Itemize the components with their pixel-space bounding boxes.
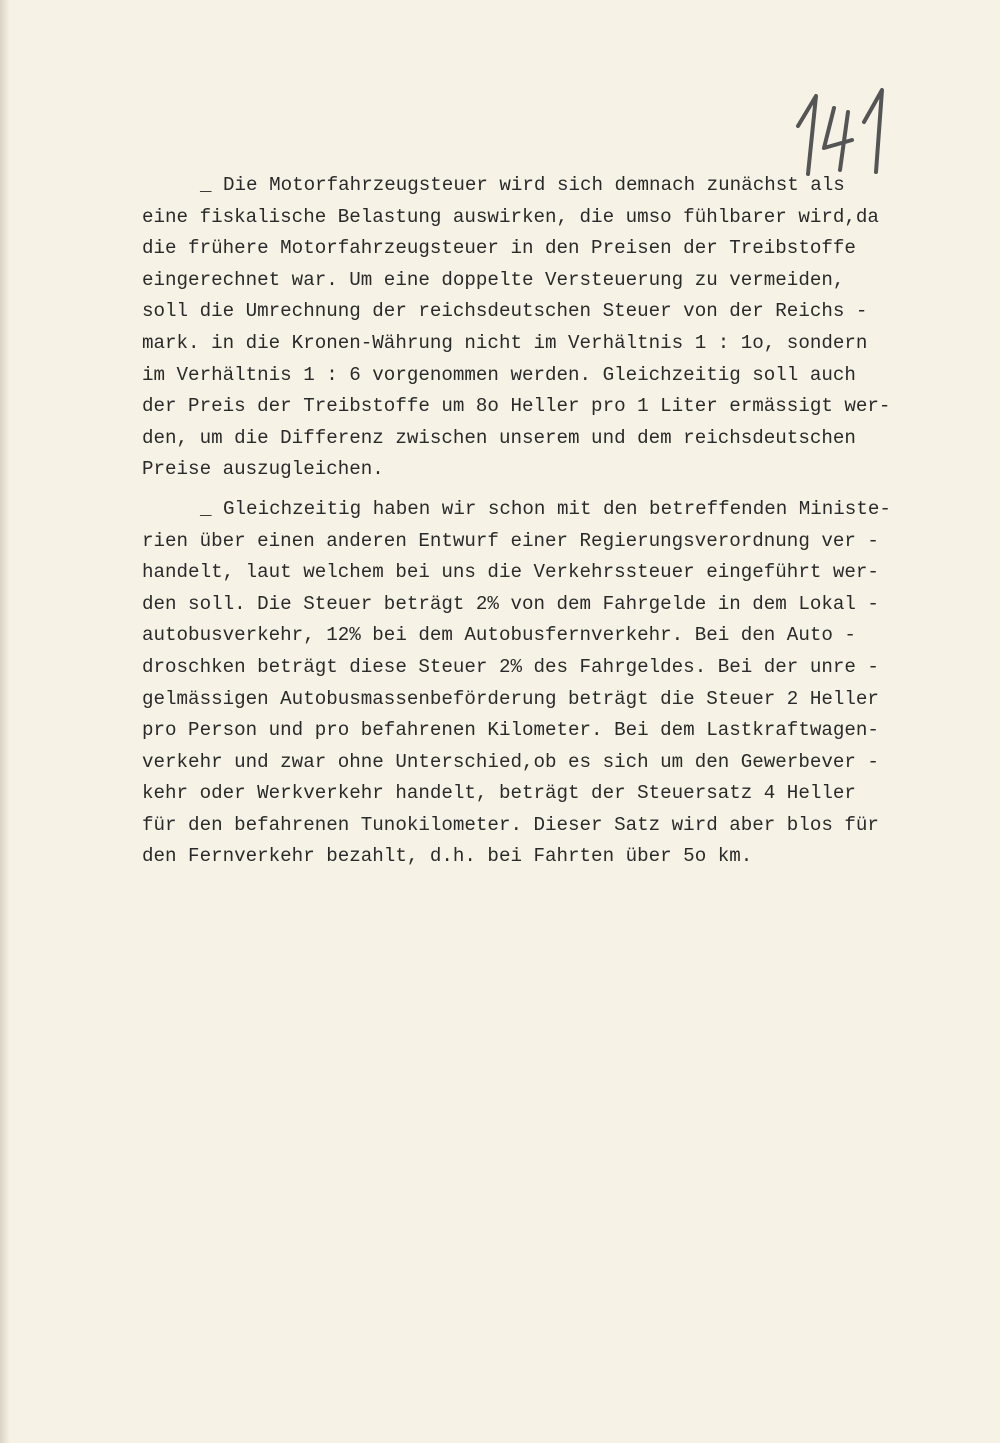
text-line: Preise auszugleichen.	[142, 458, 384, 481]
paragraph-2	[142, 494, 952, 873]
text-line: eine fiskalische Belastung auswirken, die umso fühlbarer wird,da	[142, 205, 879, 228]
text-line: den Fernverkehr bezahlt, d.h. bei Fahrten über 5o km.	[142, 845, 753, 868]
text-line: handelt, laut welchem bei uns die Verkehrssteuer eingeführt wer-	[142, 561, 879, 584]
text-line: _ Gleichzeitig haben wir schon mit den betreffenden Ministe-	[200, 497, 891, 520]
handwritten-folio-number	[790, 78, 900, 178]
text-line: der Preis der Treibstoffe um 8o Heller pro 1 Liter ermässigt wer-	[142, 395, 891, 418]
paper-edge	[0, 0, 10, 1443]
paragraph-gap	[142, 486, 952, 494]
text-line: kehr oder Werkverkehr handelt, beträgt der Steuersatz 4 Heller	[142, 782, 856, 805]
handwritten-folio-graphic	[790, 78, 900, 178]
text-line: gelmässigen Autobusmassenbeförderung beträgt die Steuer 2 Heller	[142, 687, 879, 710]
text-line: im Verhältnis 1 : 6 vorgenommen werden. Gleichzeitig soll auch	[142, 363, 856, 386]
paragraph-1	[142, 170, 952, 486]
text-line: eingerechnet war. Um eine doppelte Versteuerung zu vermeiden,	[142, 268, 845, 291]
document-body	[142, 170, 952, 873]
text-line: den soll. Die Steuer beträgt 2% von dem Fahrgelde in dem Lokal -	[142, 592, 879, 615]
text-line: soll die Umrechnung der reichsdeutschen Steuer von der Reichs -	[142, 300, 868, 323]
text-line: pro Person und pro befahrenen Kilometer. Bei dem Lastkraftwagen-	[142, 719, 879, 742]
text-line: rien über einen anderen Entwurf einer Regierungsverordnung ver -	[142, 529, 879, 552]
text-line: droschken beträgt diese Steuer 2% des Fahrgeldes. Bei der unre -	[142, 655, 879, 678]
text-line: die frühere Motorfahrzeugsteuer in den Preisen der Treibstoffe	[142, 237, 856, 260]
text-line: autobusverkehr, 12% bei dem Autobusfernverkehr. Bei den Auto -	[142, 624, 856, 647]
text-line: mark. in die Kronen-Währung nicht im Verhältnis 1 : 1o, sondern	[142, 331, 868, 354]
text-line: den, um die Differenz zwischen unserem und dem reichsdeutschen	[142, 426, 856, 449]
text-line: für den befahrenen Tunokilometer. Dieser Satz wird aber blos für	[142, 813, 879, 836]
text-line: verkehr und zwar ohne Unterschied,ob es sich um den Gewerbever -	[142, 750, 879, 773]
text-line: _ Die Motorfahrzeugsteuer wird sich demnach zunächst als	[200, 174, 845, 196]
